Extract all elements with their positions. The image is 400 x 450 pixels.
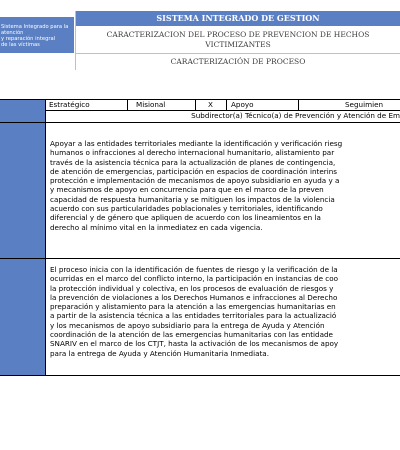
text-line: de atención de emergencias, participación en espacios de coordinación interins: [50, 166, 338, 176]
label-cell-objective: [0, 123, 45, 258]
type-missional: Misional: [136, 100, 166, 109]
label-cell-scope: [0, 259, 45, 375]
grid-line: [0, 258, 400, 259]
type-support: Apoyo: [231, 100, 254, 109]
text-line: través de la asistencia técnica para la actualización de planes de contingencia,: [50, 157, 336, 167]
text-line: para la entrega de Ayuda y Atención Humanitaria Inmediata.: [50, 348, 269, 358]
grid-line: [45, 99, 46, 376]
text-line: humanos o infracciones al derecho internacional humanitario, alistamiento par: [50, 148, 335, 158]
type-monitoring: Seguimien: [345, 100, 384, 109]
text-line: Apoyar a las entidades territoriales mediante la identificación y verificación riesg: [50, 139, 343, 148]
type-strategic: Estratégico: [49, 100, 90, 109]
text-line: preparación y alistamiento para la atención a las emergencias humanitarias en: [50, 302, 336, 312]
document-subtitle-2: CARACTERIZACIÓN DE PROCESO: [170, 57, 306, 66]
text-line: diferencial y de género que apliquen de acuerdo con los lineamientos en la: [50, 213, 321, 223]
text-line: protección e implementación de mecanismos de apoyo subsidiario en ayuda y a: [50, 176, 340, 186]
text-line: la protección individual y colectiva, en los procesos de evaluación de riesgos y: [50, 283, 334, 293]
scope-text: [50, 265, 400, 358]
process-responsible: Subdirector(a) Técnico(a) de Prevención y Atención de Em: [191, 111, 400, 120]
text-line: coordinación de la atención de las emergencias humanitarias con las entidade: [50, 330, 333, 340]
text-line: ocurridas en el marco del conflicto interno, la participación en instancias de coo: [50, 274, 339, 284]
text-line: El proceso inicia con la identificación de fuentes de riesgo y la verificación de la: [50, 265, 338, 274]
grid-line: [0, 375, 400, 376]
text-line: y mecanismos de apoyo en concurrencia para que en el marco de la preven: [50, 185, 324, 195]
type-mark: X: [208, 100, 213, 109]
objective-text: [50, 139, 400, 232]
logo: [0, 0, 75, 70]
text-line: y los mecanismos de apoyo subsidiario para la entrega de Ayuda y Atención: [50, 320, 325, 330]
process-type-row: [45, 100, 400, 110]
text-line: capacidad de respuesta humanitaria y se mitiguen los impactos de la violencia: [50, 194, 335, 204]
text-line: a partir de la asistencia técnica a las entidades territoriales para la actualizació: [50, 311, 337, 321]
text-line: la prevención de violaciones a los Derechos Humanos e infracciones al Derecho: [50, 292, 338, 302]
text-line: SNARIV en el marco de los CTJT, hasta la activación de los mecanismos de apoy: [50, 339, 339, 349]
document-subtitle: CARACTERIZACION DEL PROCESO DE PREVENCION DE HECHOS VICTIMIZANTES: [76, 26, 400, 54]
text-line: derecho al mínimo vital en la inmediatez en cada vigencia.: [50, 222, 263, 232]
grid-line: [0, 122, 400, 123]
document-title: SISTEMA INTEGRADO DE GESTION: [76, 11, 400, 26]
label-cell-type: [0, 100, 45, 122]
text-line: acuerdo con sus particularidades poblacionales y territoriales, identificando: [50, 204, 323, 214]
logo-text: Sistema Integrado para la atención y reparación integral de las víctimas: [1, 24, 69, 48]
